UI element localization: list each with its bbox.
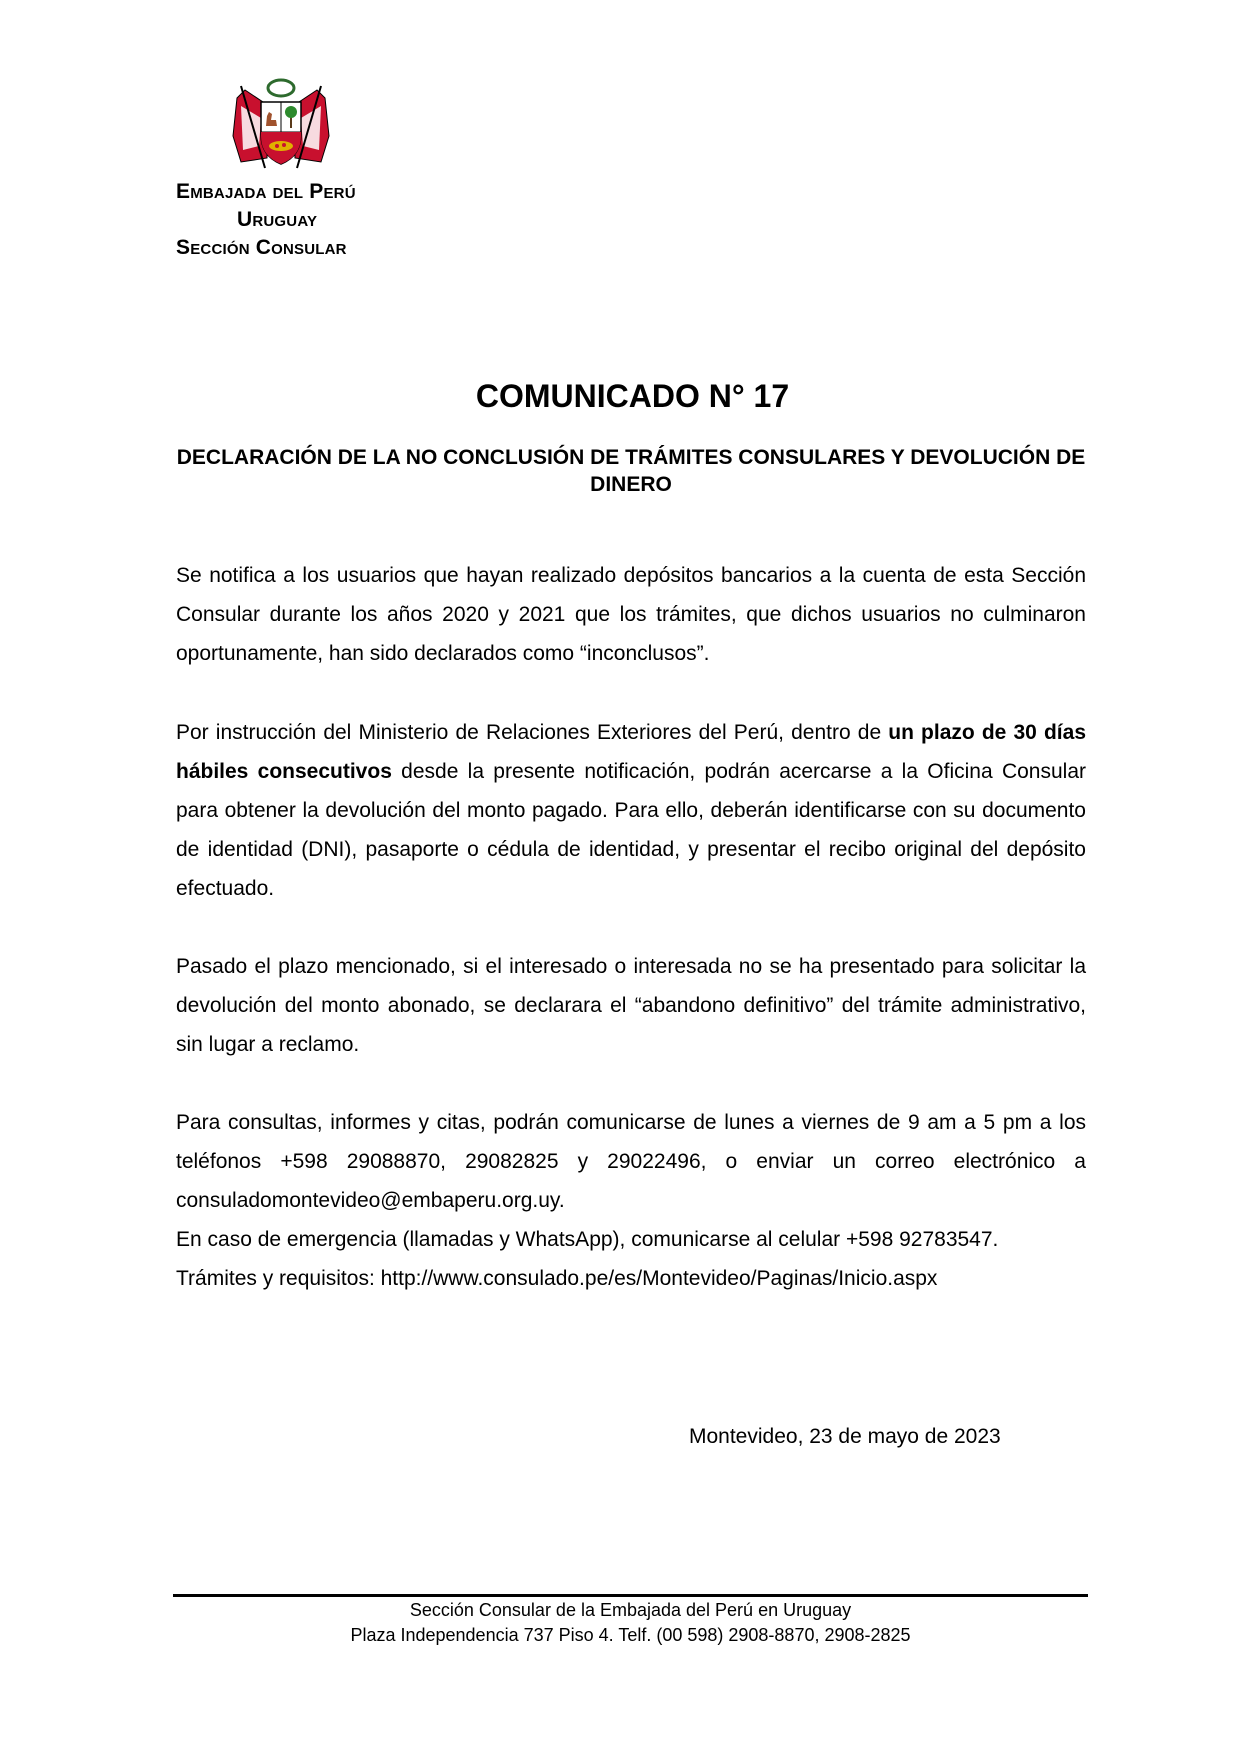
contact-section bbox=[176, 1103, 1086, 1298]
instruction-text-before: Por instrucción del Ministerio de Relaciones Exteriores del Perú, dentro de bbox=[176, 721, 889, 744]
footer bbox=[173, 1598, 1088, 1648]
embassy-name: Embajada del Perú bbox=[176, 180, 356, 203]
peru-coat-of-arms-icon bbox=[231, 76, 331, 176]
embassy-section: Sección Consular bbox=[176, 236, 347, 259]
footer-line-2: Plaza Independencia 737 Piso 4. Telf. (00 598) 2908-8870, 2908-2825 bbox=[350, 1625, 911, 1645]
document-subtitle: DECLARACIÓN DE LA NO CONCLUSIÓN DE TRÁMITES CONSULARES Y DEVOLUCIÓN DE DINERO bbox=[176, 446, 1086, 496]
document-date: Montevideo, 23 de mayo de 2023 bbox=[689, 1425, 1001, 1448]
tramites-link[interactable]: Trámites y requisitos: http://www.consulado.pe/es/Montevideo/Paginas/Inicio.aspx bbox=[176, 1267, 938, 1290]
document-title: COMUNICADO N° 17 bbox=[475, 378, 790, 414]
paragraph-notification: Se notifica a los usuarios que hayan realizado depósitos bancarios a la cuenta de esta Sección Consular durante los años 2020 y 2021 que los trámites, que dichos usuarios no culminaron oportunamente, han sido declarados como “inconclusos”. bbox=[176, 564, 1086, 665]
paragraph-deadline-expiry: Pasado el plazo mencionado, si el interesado o interesada no se ha presentado para solicitar la devolución del monto abonado, se declarara el “abandono definitivo” del trámite administrativo, sin lugar a reclamo. bbox=[176, 955, 1086, 1056]
contact-info: Para consultas, informes y citas, podrán comunicarse de lunes a viernes de 9 am a 5 pm a los teléfonos +598 29088870, 29082825 y 29022496, o enviar un correo electrónico a consuladomontevideo@embaperu.org.uy. bbox=[176, 1111, 1086, 1212]
paragraph-instruction bbox=[176, 713, 1086, 908]
footer-line-1: Sección Consular de la Embajada del Perú en Uruguay bbox=[409, 1600, 852, 1620]
instruction-text-after: desde la presente notificación, podrán acercarse a la Oficina Consular para obtener la devolución del monto pagado. Para ello, deberán identificarse con su documento de identidad (DNI), pasaporte o cédula de identidad, y presentar el recibo original del depósito efectuado. bbox=[176, 760, 1086, 900]
footer-divider bbox=[173, 1594, 1088, 1597]
instruction-deadline: un plazo de 30 días hábiles consecutivos bbox=[176, 721, 1086, 783]
emergency-contact: En caso de emergencia (llamadas y WhatsApp), comunicarse al celular +598 92783547. bbox=[176, 1228, 999, 1251]
embassy-country: Uruguay bbox=[237, 208, 318, 231]
